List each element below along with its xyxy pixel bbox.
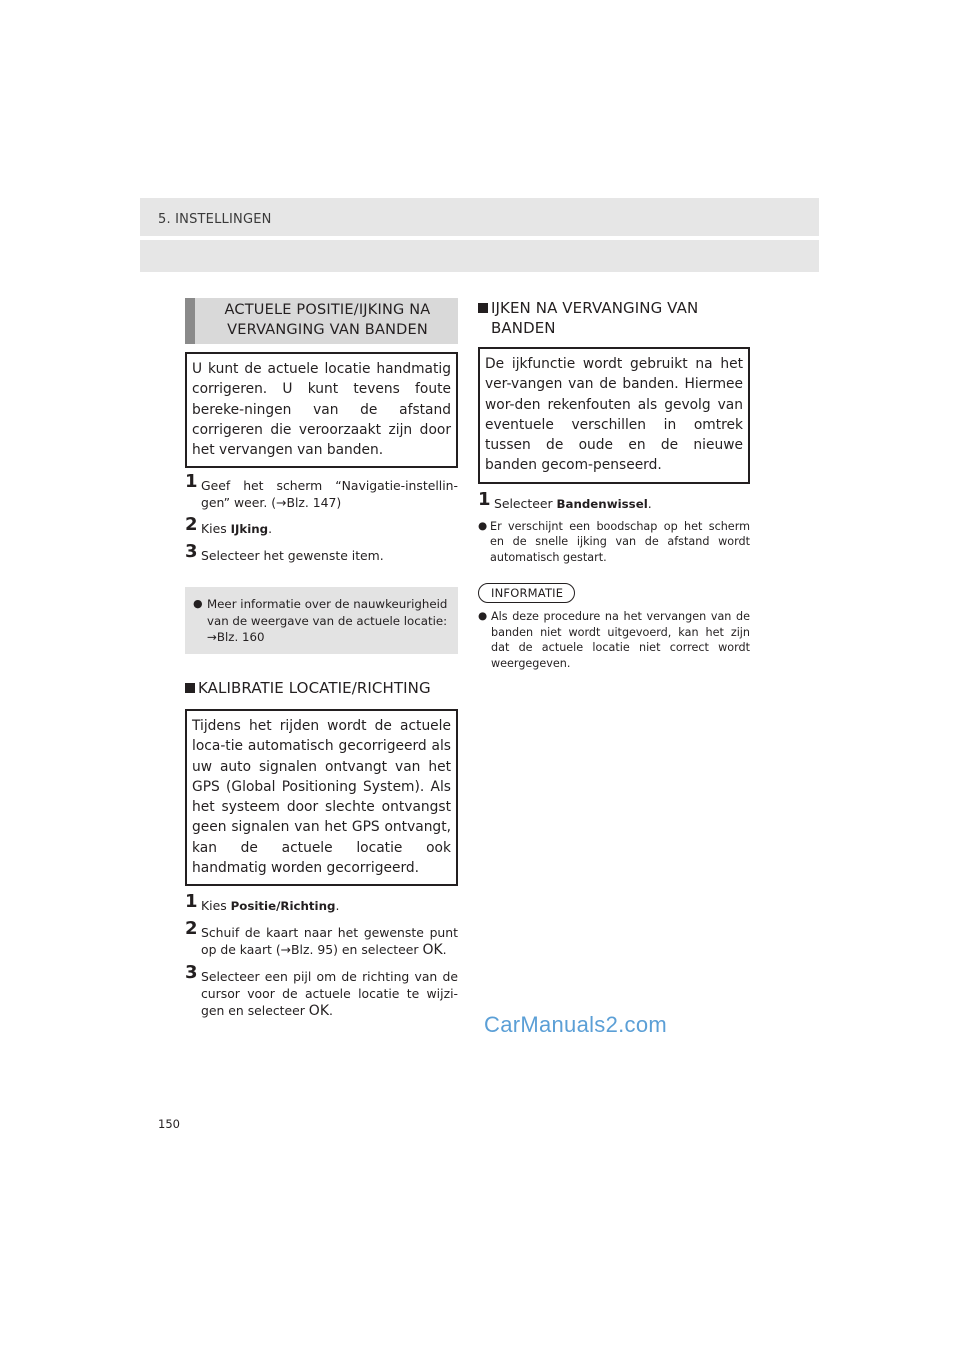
bullet-dot-icon: ● xyxy=(478,610,488,623)
step-number: 1 xyxy=(478,488,491,510)
info-label-wrap xyxy=(478,582,750,603)
watermark-logo: CarManuals2.com xyxy=(484,1012,668,1037)
step-text-end: . xyxy=(268,521,273,537)
note-text: Meer informatie over de nauwkeurigheid van de weergave van de actuele locatie: →Blz. 160 xyxy=(207,597,448,645)
square-bullet-icon xyxy=(478,303,488,313)
bullet-dot-icon: ● xyxy=(193,597,203,611)
step-keyword: IJking xyxy=(230,522,269,537)
info-note xyxy=(185,587,458,654)
subheading xyxy=(185,678,458,698)
calibration-box: Tijdens het rijden wordt de actuele loca-tie automatisch gecorrigeerd als uw auto signalen ontvangt van het GPS (Global Positioning System). Als het systeem door slechte ontvangst geen signalen van het GPS ontvangt, kan de actuele locatie ook handmatig worden gecorrigeerd. xyxy=(185,709,458,886)
step-text: Schuif de kaart naar het gewenste punt op de kaart (→Blz. 95) en selecteer xyxy=(201,925,458,958)
step-number: 3 xyxy=(185,962,198,984)
step-text: Selecteer xyxy=(494,495,557,511)
chapter-title: 5. INSTELLINGEN xyxy=(158,212,272,227)
calibration-steps xyxy=(185,891,458,1020)
step-text: Kies xyxy=(201,898,231,914)
step-text: Kies xyxy=(201,521,231,537)
step-item xyxy=(478,488,750,513)
step-item xyxy=(185,962,458,1020)
step-item xyxy=(185,514,458,538)
step-text-end: . xyxy=(335,898,340,914)
subheading xyxy=(478,298,750,338)
intro-box: De ijkfunctie wordt gebruikt na het ver-vangen van de banden. Hiermee wor-den rekenfouten als gevolg van eventuele verschillen in omtrek tussen de oude en de nieuwe banden gecom-penseerd. xyxy=(478,347,750,484)
right-column xyxy=(478,298,750,671)
section-heading: ACTUELE POSITIE/IJKING NA VERVANGING VAN BANDEN xyxy=(185,298,458,344)
information-label: INFORMATIE xyxy=(478,583,575,603)
step-text-end: . xyxy=(442,942,447,958)
step-keyword: Positie/Richting xyxy=(230,899,336,914)
step-number: 1 xyxy=(185,891,198,913)
step-item xyxy=(185,918,458,959)
step-number: 2 xyxy=(185,514,198,536)
step-text-end: . xyxy=(329,1003,333,1019)
step-number: 2 xyxy=(185,918,198,940)
subheading-text: IJKEN NA VERVANGING VAN BANDEN xyxy=(491,299,699,337)
step-list xyxy=(185,471,458,564)
step-text: Selecteer een pijl om de richting van de cursor voor de actuele locatie te wijzi-gen en selecteer xyxy=(201,969,458,1019)
page-number: 150 xyxy=(158,1117,180,1131)
info-bullet xyxy=(478,609,750,671)
bullet-dot-icon: ● xyxy=(478,519,488,532)
header-stripe xyxy=(140,236,819,240)
subheading-text: KALIBRATIE LOCATIE/RICHTING xyxy=(198,678,431,697)
bullet-text: Er verschijnt een boodschap op het scherm en de snelle ijking van de afstand wordt automatisch gestart. xyxy=(490,519,750,564)
ok-keyword: OK xyxy=(422,942,443,959)
step-text-end: . xyxy=(647,495,652,511)
step-number: 3 xyxy=(185,541,198,563)
step-text: Geef het scherm “Navigatie-instellin-gen” weer. (→Blz. 147) xyxy=(201,478,458,511)
step-number: 1 xyxy=(185,471,198,493)
left-column xyxy=(185,298,458,1020)
chapter-header-band xyxy=(140,198,819,272)
bullet-text: Als deze procedure na het vervangen van de banden niet wordt uitgevoerd, kan het zijn dat de actuele locatie niet correct wordt weergegeven. xyxy=(491,610,750,670)
step-item xyxy=(185,471,458,511)
step-text: Selecteer het gewenste item. xyxy=(201,548,384,564)
intro-box: U kunt de actuele locatie handmatig corrigeren. U kunt tevens foute bereke-ningen van de afstand corrigeren die veroorzaakt zijn door het vervangen van banden. xyxy=(185,352,458,468)
step-keyword: Bandenwissel xyxy=(556,496,648,511)
step-item xyxy=(185,891,458,915)
result-bullet xyxy=(478,519,750,566)
square-bullet-icon xyxy=(185,683,195,693)
step-item xyxy=(185,541,458,564)
ok-keyword: OK xyxy=(308,1003,329,1020)
